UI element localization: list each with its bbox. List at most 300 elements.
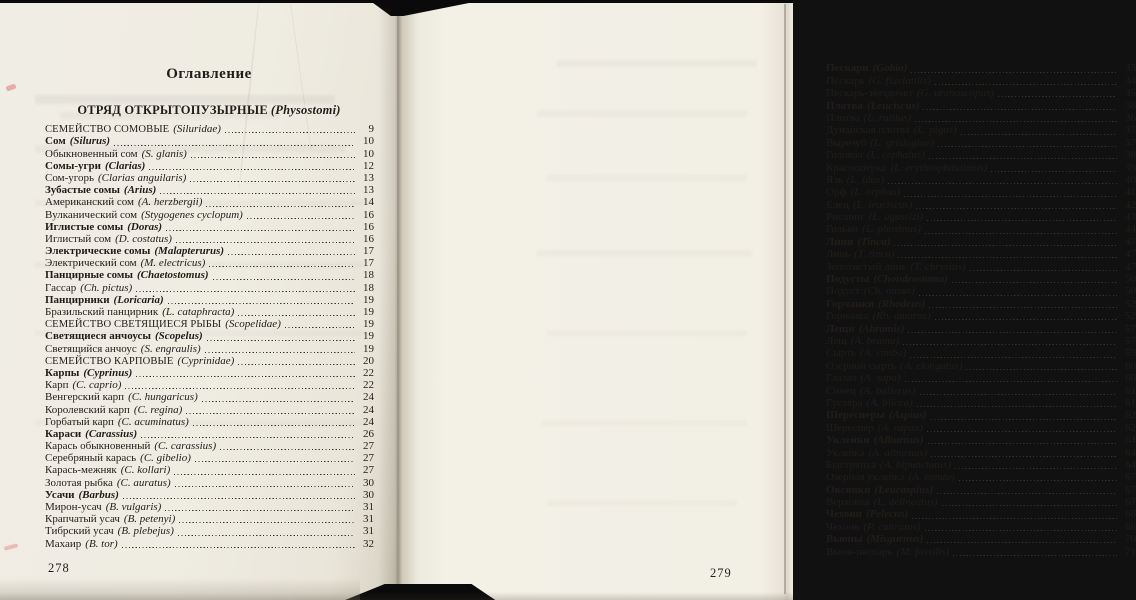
- entry-latin: (Chaetostomus): [137, 269, 209, 282]
- toc-entry: [45, 294, 374, 306]
- entry-page: 38: [1125, 149, 1136, 162]
- entry-latin: (Scopelus): [154, 330, 203, 343]
- showthrough-line: [557, 60, 757, 67]
- entry-page: 68: [1125, 508, 1136, 521]
- entry-label: Уклейка: [826, 446, 865, 459]
- dot-leader: [953, 547, 1117, 558]
- toc-entry: [826, 459, 1136, 471]
- left-page: [0, 0, 397, 600]
- entry-label: Синец: [826, 384, 856, 397]
- dot-leader: [247, 210, 355, 221]
- toc-entry: [826, 62, 1136, 74]
- toc-title: Оглавление: [166, 66, 252, 82]
- entry-latin: (L. grislagine): [870, 136, 934, 149]
- entry-latin: (Rh. amarus): [872, 310, 931, 323]
- toc-entry: [45, 318, 374, 330]
- entry-label: Сомы-угри: [45, 159, 101, 172]
- entry-label: Горбатый карп: [45, 415, 114, 428]
- dot-leader: [929, 299, 1117, 310]
- entry-latin: (Alburnus): [873, 434, 924, 447]
- entry-latin: (Leucaspius): [874, 483, 934, 496]
- toc-entry: [45, 391, 374, 403]
- entry-latin: (B. petenyi): [123, 513, 176, 526]
- entry-latin: (B. tor): [85, 537, 118, 550]
- dot-leader: [141, 429, 355, 440]
- toc-entry: [826, 384, 1136, 396]
- entry-label: Светящиеся анчоусы: [45, 330, 151, 343]
- dot-leader: [937, 485, 1117, 496]
- entry-latin: (Rhodeus): [878, 297, 926, 310]
- toc-entry: [45, 135, 374, 147]
- entry-latin: (A. sapa): [860, 372, 901, 385]
- entry-label: Вулканический сом: [45, 208, 138, 221]
- dot-leader: [202, 392, 355, 403]
- entry-page: 67: [1125, 483, 1136, 496]
- entry-page: 62: [1125, 421, 1136, 434]
- entry-label: СЕМЕЙСТВО КАРПОВЫЕ: [45, 355, 174, 367]
- dot-leader: [205, 344, 355, 355]
- entry-latin: (C. kollari): [120, 464, 171, 477]
- entry-page: 32: [363, 537, 374, 550]
- toc-entry: [826, 260, 1136, 272]
- entry-page: 70: [1125, 533, 1136, 546]
- dot-leader: [905, 373, 1117, 384]
- entry-label: Лещ: [826, 334, 847, 347]
- entry-latin: (A. vimba): [859, 347, 907, 360]
- entry-latin: (Gobio): [872, 62, 908, 75]
- entry-label: Бразильский панцирник: [45, 306, 159, 318]
- dot-leader: [961, 125, 1117, 136]
- toc-entry: [826, 211, 1136, 223]
- entry-latin: (A. blicca): [866, 396, 913, 409]
- entry-latin: (C. gibelio): [140, 452, 191, 465]
- entry-latin: (A. brama): [850, 334, 900, 347]
- entry-page: 20: [363, 354, 374, 367]
- entry-label: Панцирные сомы: [45, 269, 133, 282]
- showthrough-line: [547, 330, 747, 336]
- toc-entry: [826, 285, 1136, 297]
- toc-entry: [826, 235, 1136, 247]
- entry-label: Плотва: [826, 111, 860, 124]
- dot-leader: [904, 187, 1117, 198]
- entry-label: Линь: [826, 248, 851, 261]
- entry-page: 64: [1125, 446, 1136, 459]
- toc-entry: [45, 196, 374, 208]
- entry-page: 18: [363, 269, 374, 282]
- toc-entry: [45, 367, 374, 379]
- entry-label: Американский сом: [45, 196, 135, 209]
- entry-page: 39: [1125, 161, 1136, 174]
- entry-latin: (P. cultratus): [863, 520, 921, 533]
- entry-page: 19: [363, 330, 374, 343]
- entry-label: СЕМЕЙСТВО СВЕТЯЩИЕСЯ РЫБЫ: [45, 319, 222, 331]
- entry-latin: (L. cephalus): [866, 149, 925, 162]
- entry-label: Рислинг: [826, 211, 865, 224]
- dot-leader: [125, 380, 355, 391]
- order-heading: [38, 103, 380, 118]
- entry-label: Елец: [826, 198, 849, 211]
- entry-label: Караси: [45, 427, 82, 440]
- order-heading-text: ОТРЯД ОТКРЫТОПУЗЫРНЫЕ: [77, 103, 268, 117]
- entry-page: 27: [363, 464, 374, 477]
- entry-latin: (Barbus): [78, 488, 119, 501]
- dot-leader: [998, 88, 1117, 99]
- order-heading-latin: (Physostomi): [270, 103, 341, 117]
- entry-label: Мирон-усач: [45, 501, 102, 513]
- entry-label: Вьюн-пескарь: [826, 545, 893, 558]
- entry-page: 18: [363, 281, 374, 294]
- toc-entry: [45, 221, 374, 233]
- entry-label: Чехони: [826, 508, 862, 521]
- entry-latin: (Ch. pictus): [80, 281, 133, 294]
- entry-page: 37: [1125, 124, 1136, 137]
- entry-page: 24: [363, 403, 374, 416]
- toc-entry: [45, 428, 374, 440]
- dot-leader: [168, 295, 355, 306]
- entry-page: 60: [1125, 359, 1136, 372]
- dot-leader: [928, 435, 1117, 446]
- entry-label: Иглистый сом: [45, 232, 112, 245]
- entry-label: Сом-угорь: [45, 171, 95, 184]
- toc-entry: [45, 245, 374, 257]
- toc-entry: [826, 496, 1136, 508]
- entry-page: 17: [363, 245, 374, 258]
- dot-leader: [220, 441, 355, 452]
- dot-leader: [927, 423, 1117, 434]
- entry-page: 16: [363, 232, 374, 245]
- entry-latin: (C. auratus): [116, 476, 171, 489]
- entry-page: 42: [1125, 198, 1136, 211]
- dot-leader: [915, 113, 1117, 124]
- entry-page: 52: [1125, 310, 1136, 323]
- entry-label: Иглистые сомы: [45, 220, 124, 233]
- entry-latin: (L. pigus): [913, 124, 957, 137]
- dot-leader: [908, 324, 1117, 335]
- dot-leader: [931, 410, 1117, 421]
- toc-entry: [45, 416, 374, 428]
- entry-page: 35: [1125, 87, 1136, 100]
- entry-page: 27: [363, 452, 374, 465]
- toc-entry: [45, 257, 374, 269]
- entry-label: Озерная уклейка: [826, 471, 905, 484]
- entry-latin: (A. elongatus): [900, 359, 963, 372]
- entry-page: 40: [1125, 173, 1136, 186]
- entry-label: Пескарь-звездочет: [826, 87, 913, 100]
- entry-page: 44: [1125, 223, 1136, 236]
- entry-label: Озерной сырть: [826, 359, 897, 372]
- entry-label: Гассар: [45, 281, 77, 294]
- entry-page: 67: [1125, 496, 1136, 509]
- dot-leader: [929, 150, 1117, 161]
- entry-page: 24: [363, 391, 374, 404]
- entry-latin: (Clarias): [104, 159, 146, 172]
- entry-page: 12: [363, 159, 374, 172]
- entry-page: 43: [1125, 211, 1136, 224]
- entry-page: 52: [1125, 297, 1136, 310]
- dot-leader: [931, 448, 1117, 459]
- entry-latin: (Stygogenes cyclopum): [141, 208, 243, 221]
- dot-leader: [938, 138, 1117, 149]
- entry-page: 34: [1125, 74, 1136, 87]
- entry-latin: (L. delineatus): [873, 496, 938, 509]
- entry-page: 17: [363, 257, 374, 270]
- entry-latin: (A. alburnus): [868, 446, 928, 459]
- dot-leader: [207, 331, 355, 342]
- dot-leader: [970, 262, 1117, 273]
- entry-page: 24: [363, 415, 374, 428]
- dot-leader: [919, 286, 1117, 297]
- entry-label: Махаир: [45, 537, 82, 550]
- dot-leader: [174, 465, 355, 476]
- toc-entry: [45, 123, 374, 135]
- entry-latin: (L. cataphracta): [162, 306, 235, 318]
- entry-label: Красноперка: [826, 161, 887, 174]
- toc-entry: [826, 434, 1136, 446]
- dot-leader: [911, 63, 1117, 74]
- entry-label: Серебряный карась: [45, 452, 137, 465]
- entry-page: 67: [1125, 471, 1136, 484]
- toc-entry: [826, 273, 1136, 285]
- toc-entry: [45, 147, 374, 159]
- entry-label: Горчанка: [826, 310, 869, 323]
- scan-border-bottom: [0, 592, 793, 600]
- toc-entry: [826, 471, 1136, 483]
- toc-entry: [826, 87, 1136, 99]
- dot-leader: [923, 101, 1117, 112]
- entry-latin: (M. electricus): [140, 257, 206, 270]
- entry-label: Головач: [826, 149, 863, 162]
- entry-label: Королевский карп: [45, 403, 130, 416]
- toc-entry: [45, 342, 374, 354]
- dot-leader: [912, 509, 1117, 520]
- entry-label: Вьюны: [826, 533, 863, 546]
- toc-entry: [826, 186, 1136, 198]
- toc-entry: [45, 513, 374, 525]
- toc-entry: [45, 330, 374, 342]
- entry-latin: (Silurus): [69, 135, 111, 148]
- entry-label: Овсянки: [826, 483, 871, 496]
- dot-leader: [195, 453, 355, 464]
- toc-entry: [826, 545, 1136, 557]
- entry-latin: (Aspius): [888, 409, 927, 422]
- toc-entry: [45, 452, 374, 464]
- entry-latin: (Abramis): [858, 322, 905, 335]
- entry-page: 16: [363, 220, 374, 233]
- dot-leader: [894, 237, 1117, 248]
- dot-leader: [186, 405, 355, 416]
- toc-entry: [826, 174, 1136, 186]
- toc-entry: [826, 124, 1136, 136]
- entry-latin: (L. orphus): [850, 186, 901, 199]
- showthrough-line: [547, 175, 747, 181]
- entry-latin: (A. mento): [908, 471, 955, 484]
- entry-latin: (L. phoxinus): [862, 223, 921, 236]
- toc-entry: [826, 99, 1136, 111]
- toc-entry: [826, 335, 1136, 347]
- entry-latin: (Leuciscus): [866, 99, 920, 112]
- entry-page: 64: [1125, 458, 1136, 471]
- toc-entry: [45, 379, 374, 391]
- dot-leader: [209, 258, 355, 269]
- toc-entry: [826, 112, 1136, 124]
- toc-entry: [826, 347, 1136, 359]
- entry-label: Венгерский карп: [45, 391, 125, 404]
- dot-leader: [114, 136, 355, 147]
- entry-label: Вырезуб: [826, 136, 867, 149]
- entry-page: 50: [1125, 273, 1136, 286]
- entry-page: 19: [363, 342, 374, 355]
- entry-label: Глазач: [826, 372, 857, 385]
- toc-entry: [826, 533, 1136, 545]
- toc-entry: [45, 403, 374, 415]
- folio-left: 278: [48, 561, 70, 575]
- toc-entry: [45, 208, 374, 220]
- toc-entry: [826, 397, 1136, 409]
- entry-page: 62: [1125, 409, 1136, 422]
- entry-latin: (C. hungaricus): [128, 391, 198, 404]
- entry-latin: (Pelecus): [866, 508, 909, 521]
- entry-page: 9: [368, 123, 374, 136]
- entry-page: 26: [363, 427, 374, 440]
- entry-label: Панцирники: [45, 293, 110, 306]
- entry-label: Горчанки: [826, 297, 875, 310]
- entry-latin: (C. caprio): [72, 379, 122, 392]
- toc-entry: [826, 248, 1136, 260]
- toc-entry: [45, 501, 374, 513]
- dot-leader: [228, 246, 355, 257]
- entry-latin: (A. bipunctatus): [880, 458, 951, 471]
- dot-leader: [166, 222, 355, 233]
- entry-page: 31: [363, 513, 374, 526]
- entry-page: 16: [363, 208, 374, 221]
- dot-leader: [910, 348, 1117, 359]
- entry-label: Лини: [826, 235, 854, 248]
- toc-entry: [45, 537, 374, 549]
- dot-leader: [920, 386, 1118, 397]
- entry-latin: (C. acuminatus): [117, 415, 189, 428]
- dot-leader: [285, 319, 355, 330]
- entry-page: 10: [363, 147, 374, 160]
- dot-leader: [175, 478, 355, 489]
- entry-label: Крапчатый усач: [45, 513, 120, 526]
- dot-leader: [927, 534, 1117, 545]
- entry-label: Подуст: [826, 285, 860, 298]
- folio-right: 279: [710, 566, 732, 580]
- entry-page: 47: [1125, 260, 1136, 273]
- entry-page: 19: [363, 306, 374, 318]
- entry-latin: (Cyprinidae): [177, 354, 235, 367]
- toc-entry: [826, 322, 1136, 334]
- dot-leader: [916, 200, 1117, 211]
- toc-entry: [45, 160, 374, 172]
- entry-page: 61: [1125, 396, 1136, 409]
- entry-label: Пескарь: [826, 74, 865, 87]
- left-page-entries: [45, 123, 374, 550]
- dot-leader: [149, 161, 355, 172]
- entry-latin: (Doras): [127, 220, 163, 233]
- entry-label: Верховка: [826, 496, 870, 509]
- toc-entry: [826, 520, 1136, 532]
- toc-entry: [45, 281, 374, 293]
- entry-page: 10: [363, 135, 374, 148]
- entry-page: 61: [1125, 384, 1136, 397]
- dot-leader: [903, 336, 1117, 347]
- toc-entry: [45, 233, 374, 245]
- entry-latin: (G. fluviatilis): [868, 74, 931, 87]
- toc-entry: [826, 409, 1136, 421]
- dot-leader: [136, 283, 355, 294]
- entry-label: Уклейки: [826, 434, 870, 447]
- page-stack-edge: [784, 4, 786, 594]
- entry-page: 19: [363, 293, 374, 306]
- entry-page: 33: [1125, 62, 1136, 75]
- entry-latin: (G. uranoscopus): [916, 87, 994, 100]
- entry-latin: (Carassius): [85, 427, 138, 440]
- showthrough-line: [542, 420, 747, 426]
- dot-leader: [178, 526, 355, 537]
- entry-latin: (L. idus): [846, 173, 884, 186]
- entry-label: Шереспер: [826, 421, 874, 434]
- entry-label: Тибрский усач: [45, 525, 114, 538]
- entry-page: 68: [1125, 520, 1136, 533]
- toc-entry: [45, 269, 374, 281]
- entry-label: Светящийся анчоус: [45, 342, 137, 355]
- entry-page: 59: [1125, 347, 1136, 360]
- dot-leader: [136, 368, 355, 379]
- entry-label: Усачи: [45, 488, 75, 501]
- entry-page: 57: [1125, 322, 1136, 335]
- entry-label: Гольян: [826, 223, 859, 236]
- dot-leader: [238, 356, 355, 367]
- entry-page: 47: [1125, 248, 1136, 261]
- entry-latin: (C. carassius): [154, 440, 217, 453]
- entry-page: 64: [1125, 434, 1136, 447]
- entry-label: Орф: [826, 186, 847, 199]
- dot-leader: [935, 311, 1117, 322]
- entry-latin: (Siluridae): [173, 123, 221, 136]
- toc-entry: [45, 172, 374, 184]
- entry-latin: (S. engraulis): [140, 342, 201, 355]
- entry-page: 71: [1125, 545, 1136, 558]
- entry-latin: (Arius): [123, 184, 157, 197]
- entry-latin: (Chondrostoma): [873, 273, 948, 286]
- dot-leader: [238, 307, 355, 318]
- entry-latin: (A. ballerus): [859, 384, 916, 397]
- entry-page: 31: [363, 525, 374, 538]
- toc-entry: [826, 310, 1136, 322]
- entry-latin: (Scopelidae): [225, 318, 281, 331]
- toc-entry: [826, 483, 1136, 495]
- dot-leader: [176, 234, 355, 245]
- entry-page: 47: [1125, 235, 1136, 248]
- entry-label: Язь: [826, 173, 843, 186]
- toc-entry: [45, 464, 374, 476]
- entry-latin: (B. vulgaris): [105, 501, 162, 513]
- showthrough-line: [537, 250, 752, 256]
- dot-leader: [935, 76, 1117, 87]
- entry-latin: (T. tinca): [854, 248, 895, 261]
- right-page-entries: [826, 62, 1136, 558]
- toc-entry: [45, 306, 374, 318]
- entry-latin: (L. leuciscus): [852, 198, 913, 211]
- entry-latin: (Ch. nasus): [863, 285, 915, 298]
- entry-page: 22: [363, 379, 374, 392]
- toc-entry: [826, 508, 1136, 520]
- toc-entry: [826, 161, 1136, 173]
- entry-latin: (Loricaria): [113, 293, 164, 306]
- toc-entry: [826, 372, 1136, 384]
- entry-latin: (L. rutilus): [863, 111, 912, 124]
